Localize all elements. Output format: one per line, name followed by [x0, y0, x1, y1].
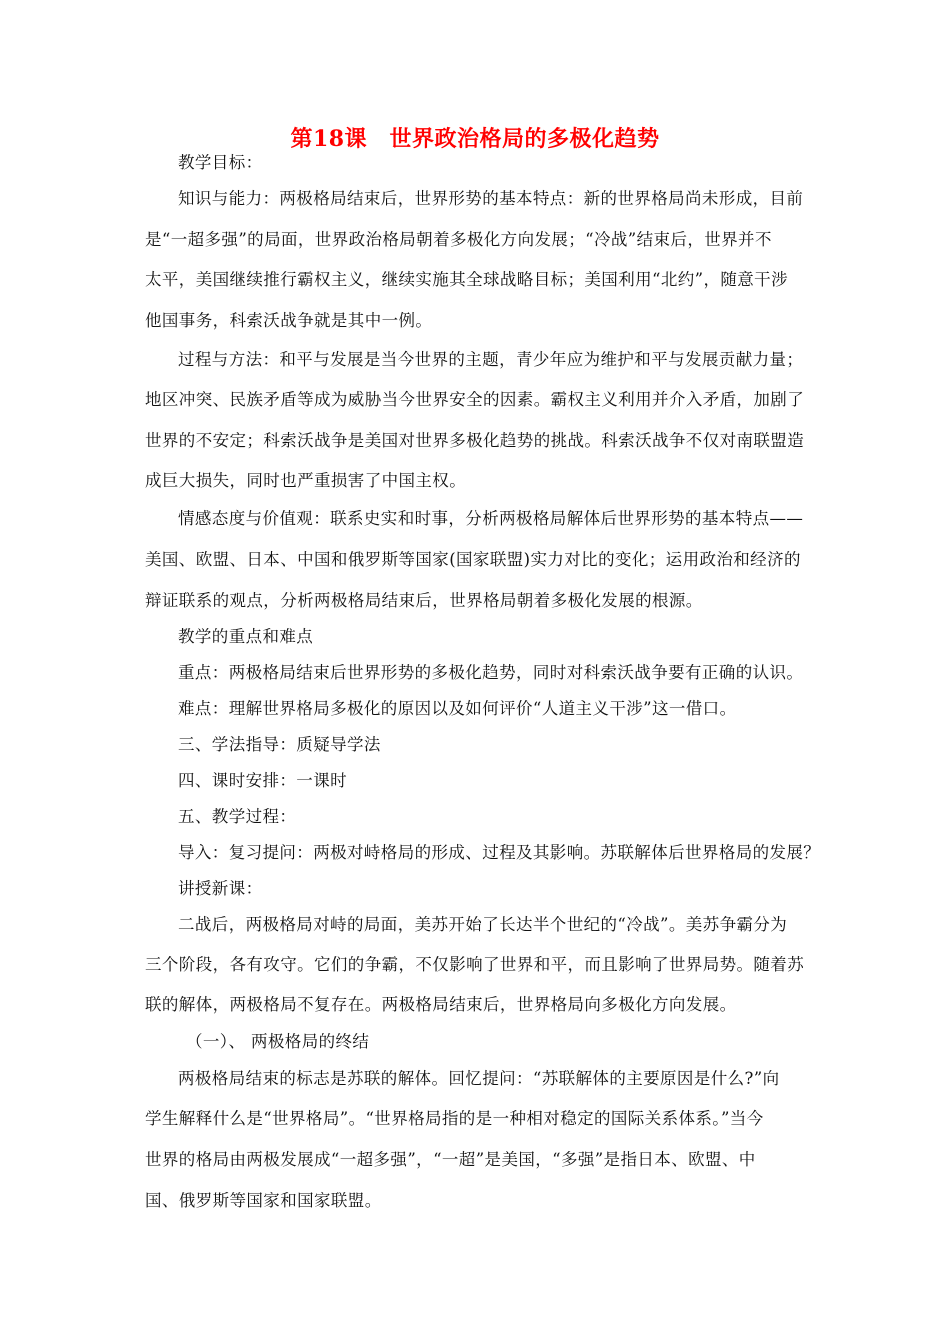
paragraph-line: 五、教学过程： [178, 807, 297, 826]
paragraph-line: 讲授新课： [178, 879, 263, 898]
paragraph-line: 成巨大损失，同时也严重损害了中国主权。 [145, 471, 467, 490]
paragraph-line: 他国事务，科索沃战争就是其中一例。 [145, 311, 433, 330]
paragraph-line: 难点：理解世界格局多极化的原因以及如何评价“人道主义干涉”这一借口。 [178, 699, 737, 718]
paragraph-line: 学生解释什么是“世界格局”。“世界格局指的是一种相对稳定的国际关系体系。”当今 [145, 1109, 764, 1128]
subsection-heading: （一）、 两极格局的终结 [186, 1032, 370, 1051]
section-heading-key-points: 教学的重点和难点 [178, 627, 314, 646]
paragraph-line: 世界的不安定；科索沃战争是美国对世界多极化趋势的挑战。科索沃战争不仅对南联盟造 [145, 431, 805, 450]
paragraph-line: 导入：复习提问：两极对峙格局的形成、过程及其影响。苏联解体后世界格局的发展？ [178, 843, 821, 862]
paragraph-line: 重点：两极格局结束后世界形势的多极化趋势，同时对科索沃战争要有正确的认识。 [178, 663, 804, 682]
paragraph-line: 两极格局结束的标志是苏联的解体。回忆提问：“苏联解体的主要原因是什么?”向 [178, 1069, 780, 1088]
section-heading-objectives: 教学目标： [178, 153, 263, 172]
paragraph-line: 三、学法指导：质疑导学法 [178, 735, 381, 754]
paragraph-line: 知识与能力：两极格局结束后，世界形势的基本特点：新的世界格局尚未形成，目前 [178, 189, 804, 208]
paragraph-line: 太平，美国继续推行霸权主义，继续实施其全球战略目标；美国利用“北约”，随意干涉 [145, 270, 788, 289]
paragraph-line: 过程与方法：和平与发展是当今世界的主题，青少年应为维护和平与发展贡献力量； [178, 350, 804, 369]
paragraph-line: 世界的格局由两极发展成“一超多强”，“一超”是美国，“多强”是指日本、欧盟、中 [145, 1150, 756, 1169]
paragraph-line: 二战后，两极格局对峙的局面，美苏开始了长达半个世纪的“冷战”。美苏争霸分为 [178, 915, 788, 934]
paragraph-line: 四、课时安排：一课时 [178, 771, 347, 790]
paragraph-line: 辩证联系的观点，分析两极格局结束后，世界格局朝着多极化发展的根源。 [145, 591, 703, 610]
paragraph-line: 三个阶段，各有攻守。它们的争霸，不仅影响了世界和平，而且影响了世界局势。随着苏 [145, 955, 805, 974]
paragraph-line: 是“一超多强”的局面，世界政治格局朝着多极化方向发展；“冷战”结束后，世界并不 [145, 230, 772, 249]
lesson-title: 第18课 世界政治格局的多极化趋势 [290, 126, 660, 152]
paragraph-line: 联的解体，两极格局不复存在。两极格局结束后，世界格局向多极化方向发展。 [145, 995, 737, 1014]
paragraph-line: 美国、欧盟、日本、中国和俄罗斯等国家(国家联盟)实力对比的变化；运用政治和经济的 [145, 550, 801, 569]
paragraph-line: 情感态度与价值观：联系史实和时事，分析两极格局解体后世界形势的基本特点—— [178, 509, 804, 528]
paragraph-line: 国、俄罗斯等国家和国家联盟。 [145, 1191, 382, 1210]
paragraph-line: 地区冲突、民族矛盾等成为威胁当今世界安全的因素。霸权主义利用并介入矛盾，加剧了 [145, 390, 805, 409]
